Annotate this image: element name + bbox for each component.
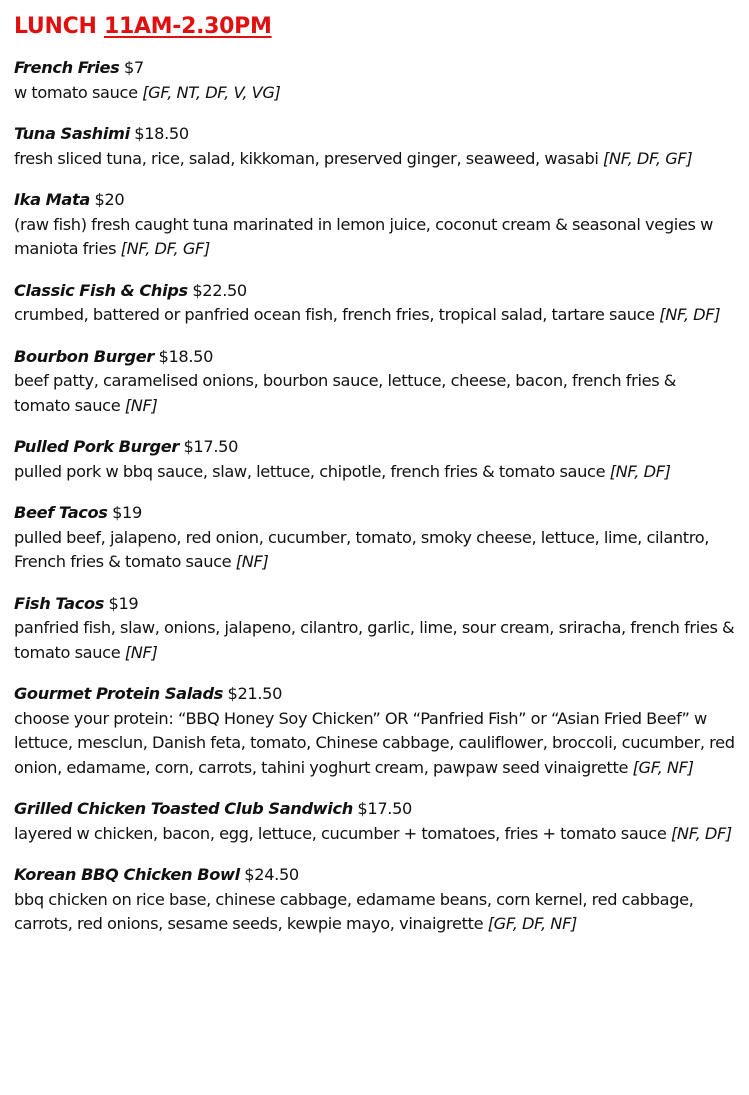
menu-hours: 11AM-2.30PM [103, 14, 272, 39]
menu-item-header [14, 797, 736, 822]
menu-item-name: Grilled Chicken Toasted Club Sandwich [14, 799, 353, 818]
menu-item-header [14, 435, 736, 460]
menu-item-price: $19 [112, 503, 142, 522]
menu-item-dietary-tags: [NF, DF, GF] [120, 239, 210, 258]
menu-page [14, 10, 736, 954]
menu-item [14, 56, 736, 105]
menu-item [14, 122, 736, 171]
menu-item-header [14, 188, 736, 213]
menu-item-name: French Fries [14, 58, 120, 77]
menu-item-header [14, 682, 736, 707]
menu-title: LUNCH [14, 14, 97, 39]
menu-item-header [14, 592, 736, 617]
menu-item-price: $17.50 [357, 799, 412, 818]
menu-item-description: crumbed, battered or panfried ocean fish, french fries, tropical salad, tartare sauce [14, 305, 655, 324]
menu-item [14, 501, 736, 575]
menu-item [14, 345, 736, 419]
menu-item-description: (raw fish) fresh caught tuna marinated in lemon juice, coconut cream & seasonal vegies w maniota fries [14, 214, 713, 258]
menu-item-price: $7 [123, 58, 144, 77]
menu-item-name: Pulled Pork Burger [14, 437, 179, 456]
menu-item-description: fresh sliced tuna, rice, salad, kikkoman, preserved ginger, seaweed, wasabi [14, 148, 599, 168]
menu-item-description: bbq chicken on rice base, chinese cabbage, edamame beans, corn kernel, red cabbage, carrots, red onions, sesame seeds, kewpie mayo, vinaigrette [14, 889, 694, 933]
menu-item-description: pulled pork w bbq sauce, slaw, lettuce, chipotle, french fries & tomato sauce [14, 461, 606, 481]
menu-item [14, 797, 736, 846]
menu-item-name: Bourbon Burger [14, 346, 155, 366]
menu-item-name: Ika Mata [14, 190, 90, 209]
menu-item-list [14, 56, 736, 937]
menu-item-dietary-tags: [NF, DF, GF] [603, 148, 693, 168]
menu-item-dietary-tags: [NF] [124, 395, 158, 415]
menu-item-price: $22.50 [192, 280, 247, 300]
menu-item-name: Beef Tacos [14, 503, 108, 522]
menu-item-price: $18.50 [158, 346, 214, 366]
menu-item-dietary-tags: [GF, NF] [632, 757, 694, 777]
menu-item-description: w tomato sauce [14, 82, 138, 102]
menu-item [14, 682, 736, 780]
menu-item-price: $19 [108, 593, 139, 613]
menu-item-price: $18.50 [134, 124, 189, 143]
menu-item-price: $20 [94, 190, 125, 209]
menu-item-price: $21.50 [227, 684, 283, 703]
menu-item-description: choose your protein: “BBQ Honey Soy Chicken” OR “Panfried Fish” or “Asian Fried Beef” w lettuce, mesclun, Danish feta, tomato, Chinese cabbage, cauliflower, broccoli, cucumber, red onion, edamame, corn, carrots, tahini yoghurt cream, pawpaw seed vinaigrette [14, 708, 735, 777]
menu-item-price: $17.50 [183, 437, 239, 456]
menu-item-header [14, 863, 736, 888]
menu-item-name: Tuna Sashimi [14, 124, 130, 143]
menu-item-dietary-tags: [NF, DF] [670, 823, 732, 843]
menu-item-dietary-tags: [NF] [124, 642, 158, 662]
menu-item-description: beef patty, caramelised onions, bourbon sauce, lettuce, cheese, bacon, french fries & tomato sauce [14, 371, 677, 415]
menu-item-name: Gourmet Protein Salads [14, 684, 224, 703]
menu-item [14, 435, 736, 484]
menu-item-name: Classic Fish & Chips [14, 280, 188, 300]
menu-item-name: Fish Tacos [14, 593, 104, 613]
menu-item-description: layered w chicken, bacon, egg, lettuce, cucumber + tomatoes, fries + tomato sauce [14, 823, 667, 843]
menu-item-dietary-tags: [GF, NT, DF, V, VG] [142, 82, 281, 102]
menu-item-header [14, 345, 736, 370]
menu-item-description: pulled beef, jalapeno, red onion, cucumber, tomato, smoky cheese, lettuce, lime, cilantro, French fries & tomato sauce [14, 527, 710, 571]
menu-item [14, 592, 736, 666]
menu-item-description: panfried fish, slaw, onions, jalapeno, cilantro, garlic, lime, sour cream, sriracha, french fries & tomato sauce [14, 618, 735, 662]
menu-item [14, 279, 736, 328]
menu-item-header [14, 122, 736, 147]
menu-item [14, 188, 736, 262]
menu-item-dietary-tags: [NF] [235, 552, 269, 571]
menu-item [14, 863, 736, 937]
menu-heading [14, 10, 736, 44]
menu-item-dietary-tags: [NF, DF] [659, 305, 721, 324]
menu-item-dietary-tags: [GF, DF, NF] [487, 914, 577, 933]
menu-item-dietary-tags: [NF, DF] [609, 461, 671, 481]
menu-item-header [14, 56, 736, 81]
menu-item-price: $24.50 [244, 865, 299, 884]
menu-item-name: Korean BBQ Chicken Bowl [14, 865, 240, 884]
menu-item-header [14, 279, 736, 304]
menu-item-header [14, 501, 736, 526]
